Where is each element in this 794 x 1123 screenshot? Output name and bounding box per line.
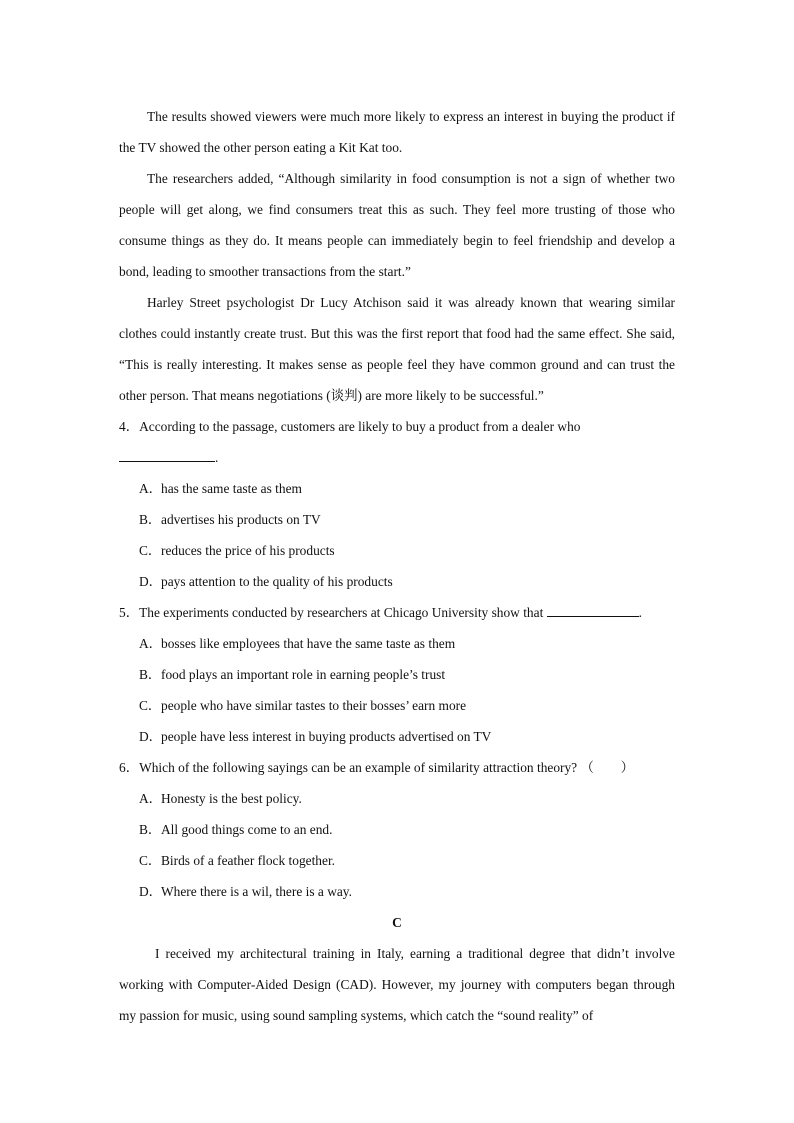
option-list bbox=[119, 628, 675, 752]
answer-bracket: （ ） bbox=[580, 760, 635, 775]
option-a: A．Honesty is the best policy. bbox=[139, 791, 302, 806]
question-stem bbox=[119, 597, 675, 628]
passage-paragraph: Harley Street psychologist Dr Lucy Atchison said it was already known that wearing similar clothes could instantly create trust. But this was the first report that food had the same effect. She said, “This is really interesting. It makes sense as people feel they have common ground and can trust the other person. That means negotiations (谈判) are more likely to be successful.” bbox=[119, 295, 675, 403]
section-title: C bbox=[392, 915, 402, 930]
option-c: C．reduces the price of his products bbox=[139, 543, 335, 558]
question-tail: . bbox=[215, 450, 219, 465]
option-d: D．pays attention to the quality of his products bbox=[139, 574, 393, 589]
question-stem bbox=[119, 752, 675, 783]
question-number: 6． bbox=[119, 760, 140, 775]
option-b: B．All good things come to an end. bbox=[139, 822, 333, 837]
passage-paragraph: The researchers added, “Although similarity in food consumption is not a sign of whether two people will get along, we find consumers treat this as such. They feel more trusting of those who consume things as they do. It means people can immediately begin to feel friendship and develop a bond, leading to smoother transactions from the start.” bbox=[119, 171, 675, 279]
passage-paragraph: The results showed viewers were much more likely to express an interest in buying the product if the TV showed the other person eating a Kit Kat too. bbox=[119, 109, 675, 155]
option-b: B．advertises his products on TV bbox=[139, 512, 321, 527]
option-a: A．has the same taste as them bbox=[139, 481, 302, 496]
question-number: 4． bbox=[119, 419, 140, 434]
option-c: C．Birds of a feather flock together. bbox=[139, 853, 336, 868]
option-d: D．Where there is a wil, there is a way. bbox=[139, 884, 352, 899]
option-a: A．bosses like employees that have the same taste as them bbox=[139, 636, 456, 651]
question-6 bbox=[119, 752, 675, 907]
question-tail: . bbox=[638, 605, 643, 620]
question-stem bbox=[119, 411, 675, 442]
question-number: 5． bbox=[119, 605, 140, 620]
option-list bbox=[119, 783, 675, 907]
passage-paragraph: I received my architectural training in Italy, earning a traditional degree that didn’t involve working with Computer-Aided Design (CAD). However, my journey with computers began through my passion for music, using sound sampling systems, which catch the “sound reality” of bbox=[119, 946, 675, 1023]
question-text: The experiments conducted by researchers at Chicago University show that bbox=[139, 605, 544, 620]
question-text: According to the passage, customers are likely to buy a product from a dealer who bbox=[139, 419, 581, 434]
answer-blank bbox=[119, 447, 215, 462]
option-b: B．food plays an important role in earning people’s trust bbox=[139, 667, 446, 682]
answer-blank bbox=[547, 602, 639, 617]
option-d: D．people have less interest in buying products advertised on TV bbox=[139, 729, 492, 744]
option-c: C．people who have similar tastes to their bosses’ earn more bbox=[139, 698, 467, 713]
question-4 bbox=[119, 411, 675, 597]
question-5 bbox=[119, 597, 675, 752]
option-list bbox=[119, 473, 675, 597]
question-text: Which of the following sayings can be an example of similarity attraction theory? bbox=[139, 760, 578, 775]
